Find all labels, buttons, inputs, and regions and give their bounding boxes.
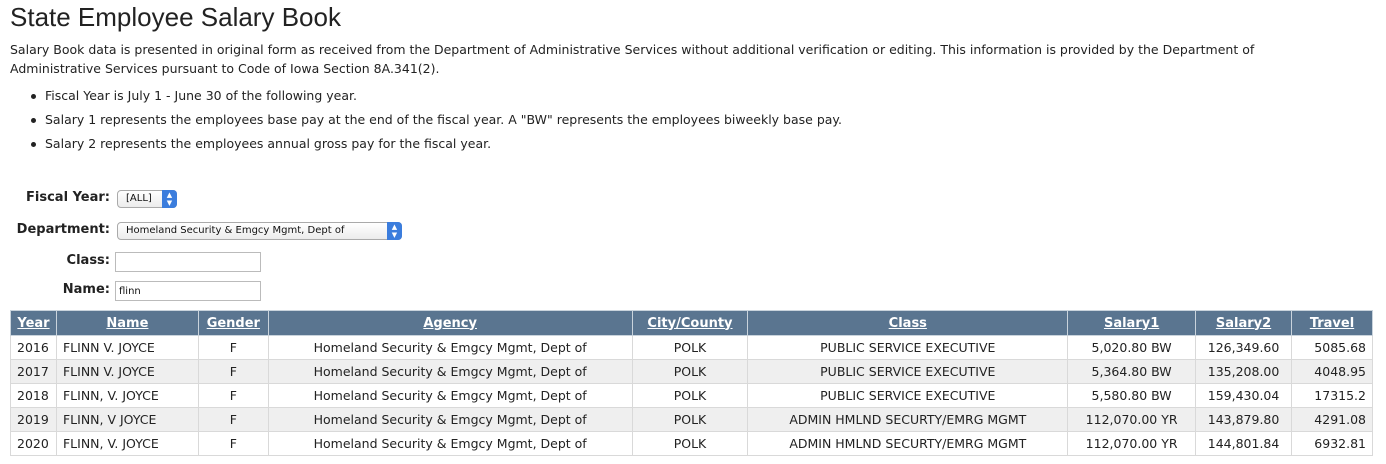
cell-gender: F xyxy=(198,384,268,408)
cell-salary2: 159,430.04 xyxy=(1196,384,1292,408)
notes-list xyxy=(0,86,842,158)
salary-table xyxy=(10,310,1373,456)
column-header-gender[interactable]: Gender xyxy=(198,311,268,336)
class-input[interactable] xyxy=(115,252,261,272)
cell-salary1: 112,070.00 YR xyxy=(1068,408,1196,432)
cell-salary2: 143,879.80 xyxy=(1196,408,1292,432)
class-label: Class: xyxy=(66,253,110,268)
column-header-name[interactable]: Name xyxy=(56,311,198,336)
cell-gender: F xyxy=(198,360,268,384)
name-label: Name: xyxy=(62,282,110,297)
cell-gender: F xyxy=(198,408,268,432)
cell-salary1: 112,070.00 YR xyxy=(1068,432,1196,456)
department-value: Homeland Security & Emgcy Mgmt, Dept of xyxy=(126,225,345,236)
cell-travel: 17315.2 xyxy=(1292,384,1373,408)
table-row xyxy=(11,408,1373,432)
cell-agency: Homeland Security & Emgcy Mgmt, Dept of xyxy=(268,384,632,408)
cell-class: PUBLIC SERVICE EXECUTIVE xyxy=(748,384,1068,408)
cell-year: 2016 xyxy=(11,336,57,360)
column-header-agency[interactable]: Agency xyxy=(268,311,632,336)
table-row xyxy=(11,336,1373,360)
cell-agency: Homeland Security & Emgcy Mgmt, Dept of xyxy=(268,336,632,360)
cell-city-county: POLK xyxy=(632,360,748,384)
chevron-up-down-icon: ▲ ▼ xyxy=(162,190,177,208)
cell-salary2: 135,208.00 xyxy=(1196,360,1292,384)
cell-gender: F xyxy=(198,432,268,456)
cell-year: 2020 xyxy=(11,432,57,456)
cell-city-county: POLK xyxy=(632,336,748,360)
cell-salary2: 144,801.84 xyxy=(1196,432,1292,456)
cell-class: PUBLIC SERVICE EXECUTIVE xyxy=(748,336,1068,360)
cell-travel: 5085.68 xyxy=(1292,336,1373,360)
cell-travel: 4048.95 xyxy=(1292,360,1373,384)
cell-agency: Homeland Security & Emgcy Mgmt, Dept of xyxy=(268,408,632,432)
column-header-class[interactable]: Class xyxy=(748,311,1068,336)
cell-year: 2018 xyxy=(11,384,57,408)
cell-travel: 4291.08 xyxy=(1292,408,1373,432)
cell-salary1: 5,580.80 BW xyxy=(1068,384,1196,408)
cell-name: FLINN, V. JOYCE xyxy=(56,432,198,456)
cell-name: FLINN, V. JOYCE xyxy=(56,384,198,408)
table-row xyxy=(11,432,1373,456)
fiscal-year-value: [ALL] xyxy=(126,193,152,204)
cell-city-county: POLK xyxy=(632,432,748,456)
department-select[interactable] xyxy=(117,222,402,240)
cell-name: FLINN V. JOYCE xyxy=(56,360,198,384)
cell-year: 2019 xyxy=(11,408,57,432)
cell-name: FLINN, V JOYCE xyxy=(56,408,198,432)
column-header-year[interactable]: Year xyxy=(11,311,57,336)
intro-text: Salary Book data is presented in original form as received from the Department of Administrative Services without additional verification or editing. This information is provided by the Department of Administrative Services pursuant to Code of Iowa Section 8A.341(2). xyxy=(10,42,1255,76)
fiscal-year-label: Fiscal Year: xyxy=(26,190,110,205)
cell-gender: F xyxy=(198,336,268,360)
table-row xyxy=(11,360,1373,384)
cell-class: PUBLIC SERVICE EXECUTIVE xyxy=(748,360,1068,384)
note-fiscal-year: Fiscal Year is July 1 - June 30 of the following year. xyxy=(0,86,842,110)
note-salary1: Salary 1 represents the employees base pay at the end of the fiscal year. A "BW" represents the employees biweekly base pay. xyxy=(0,110,842,134)
cell-city-county: POLK xyxy=(632,408,748,432)
table-header-row xyxy=(11,311,1373,336)
cell-city-county: POLK xyxy=(632,384,748,408)
cell-class: ADMIN HMLND SECURTY/EMRG MGMT xyxy=(748,408,1068,432)
note-salary2: Salary 2 represents the employees annual gross pay for the fiscal year. xyxy=(0,134,842,158)
cell-salary2: 126,349.60 xyxy=(1196,336,1292,360)
cell-class: ADMIN HMLND SECURTY/EMRG MGMT xyxy=(748,432,1068,456)
name-input[interactable] xyxy=(115,281,261,301)
cell-salary1: 5,020.80 BW xyxy=(1068,336,1196,360)
column-header-city-county[interactable]: City/County xyxy=(632,311,748,336)
page-title: State Employee Salary Book xyxy=(10,2,341,32)
table-row xyxy=(11,384,1373,408)
cell-agency: Homeland Security & Emgcy Mgmt, Dept of xyxy=(268,360,632,384)
cell-name: FLINN V. JOYCE xyxy=(56,336,198,360)
department-label: Department: xyxy=(16,222,110,237)
cell-year: 2017 xyxy=(11,360,57,384)
chevron-up-down-icon: ▲ ▼ xyxy=(387,222,402,240)
cell-agency: Homeland Security & Emgcy Mgmt, Dept of xyxy=(268,432,632,456)
column-header-salary1[interactable]: Salary1 xyxy=(1068,311,1196,336)
cell-salary1: 5,364.80 BW xyxy=(1068,360,1196,384)
fiscal-year-select[interactable] xyxy=(117,190,177,208)
cell-travel: 6932.81 xyxy=(1292,432,1373,456)
column-header-travel[interactable]: Travel xyxy=(1292,311,1373,336)
column-header-salary2[interactable]: Salary2 xyxy=(1196,311,1292,336)
